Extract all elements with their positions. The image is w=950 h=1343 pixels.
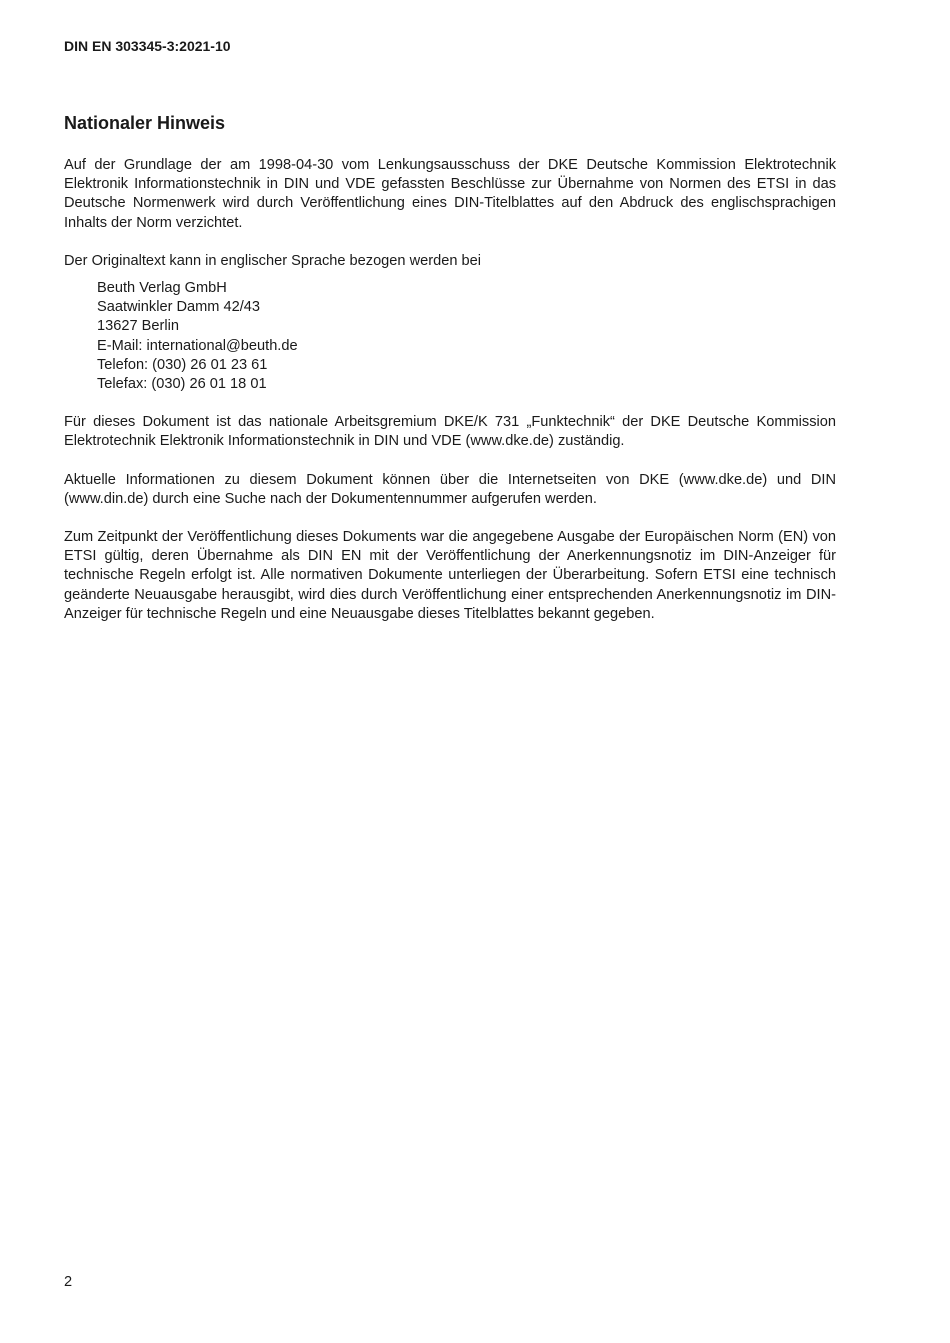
paragraph-veroeffentlichung: Zum Zeitpunkt der Veröffentlichung dieses Dokuments war die angegebene Ausgabe der Europäischen Norm (EN) von ETSI gültig, deren Übernahme als DIN EN mit der Veröffentlichung der Anerkennungsnotiz im DIN-Anzeiger für technische Regeln erfolgt ist. Alle normativen Dokumente unterliegen der Überarbeitung. Sofern ETSI eine technisch geänderte Neuausgabe herausgibt, wird dies durch Veröffentlichung einer entsprechenden Anerkennungsnotiz im DIN-Anzeiger für technische Regeln und eine Neuausgabe dieses Titelblattes bekannt gegeben. [64,529,836,622]
publisher-address [97,279,836,394]
page-number: 2 [64,1274,73,1290]
address-fax: Telefax: (030) 26 01 18 01 [97,376,267,393]
address-street: Saatwinkler Damm 42/43 [97,299,261,316]
paragraph-aktuelle-informationen: Aktuelle Informationen zu diesem Dokument können über die Internetseiten von DKE (www.dke.de) und DIN (www.din.de) durch eine Suche nach der Dokumentennummer aufgerufen werden. [64,471,836,507]
paragraph-originaltext: Der Originaltext kann in englischer Sprache bezogen werden bei [64,252,481,269]
paragraph-arbeitsgremium: Für dieses Dokument ist das nationale Arbeitsgremium DKE/K 731 „Funktechnik“ der DKE Deutsche Kommission Elektrotechnik Elektronik Informationstechnik in DIN und VDE (www.dke.de) zuständig. [64,414,836,450]
address-phone: Telefon: (030) 26 01 23 61 [97,356,268,373]
address-company: Beuth Verlag GmbH [97,280,227,297]
paragraph-grundlage: Auf der Grundlage der am 1998-04-30 vom Lenkungsausschuss der DKE Deutsche Kommission Elektrotechnik Elektronik Informationstechnik in DIN und VDE gefassten Beschlüsse zur Übernahme von Normen des ETSI in das Deutsche Normenwerk wird durch Veröffentlichung eines DIN-Titelblattes auf den Abdruck des englischsprachigen Inhalts der Norm verzichtet. [64,157,836,231]
document-id-header: DIN EN 303345-3:2021-10 [64,38,231,54]
address-city: 13627 Berlin [97,318,179,335]
main-content [64,112,836,643]
section-title: Nationaler Hinweis [64,113,226,133]
address-email: E-Mail: international@beuth.de [97,337,298,354]
